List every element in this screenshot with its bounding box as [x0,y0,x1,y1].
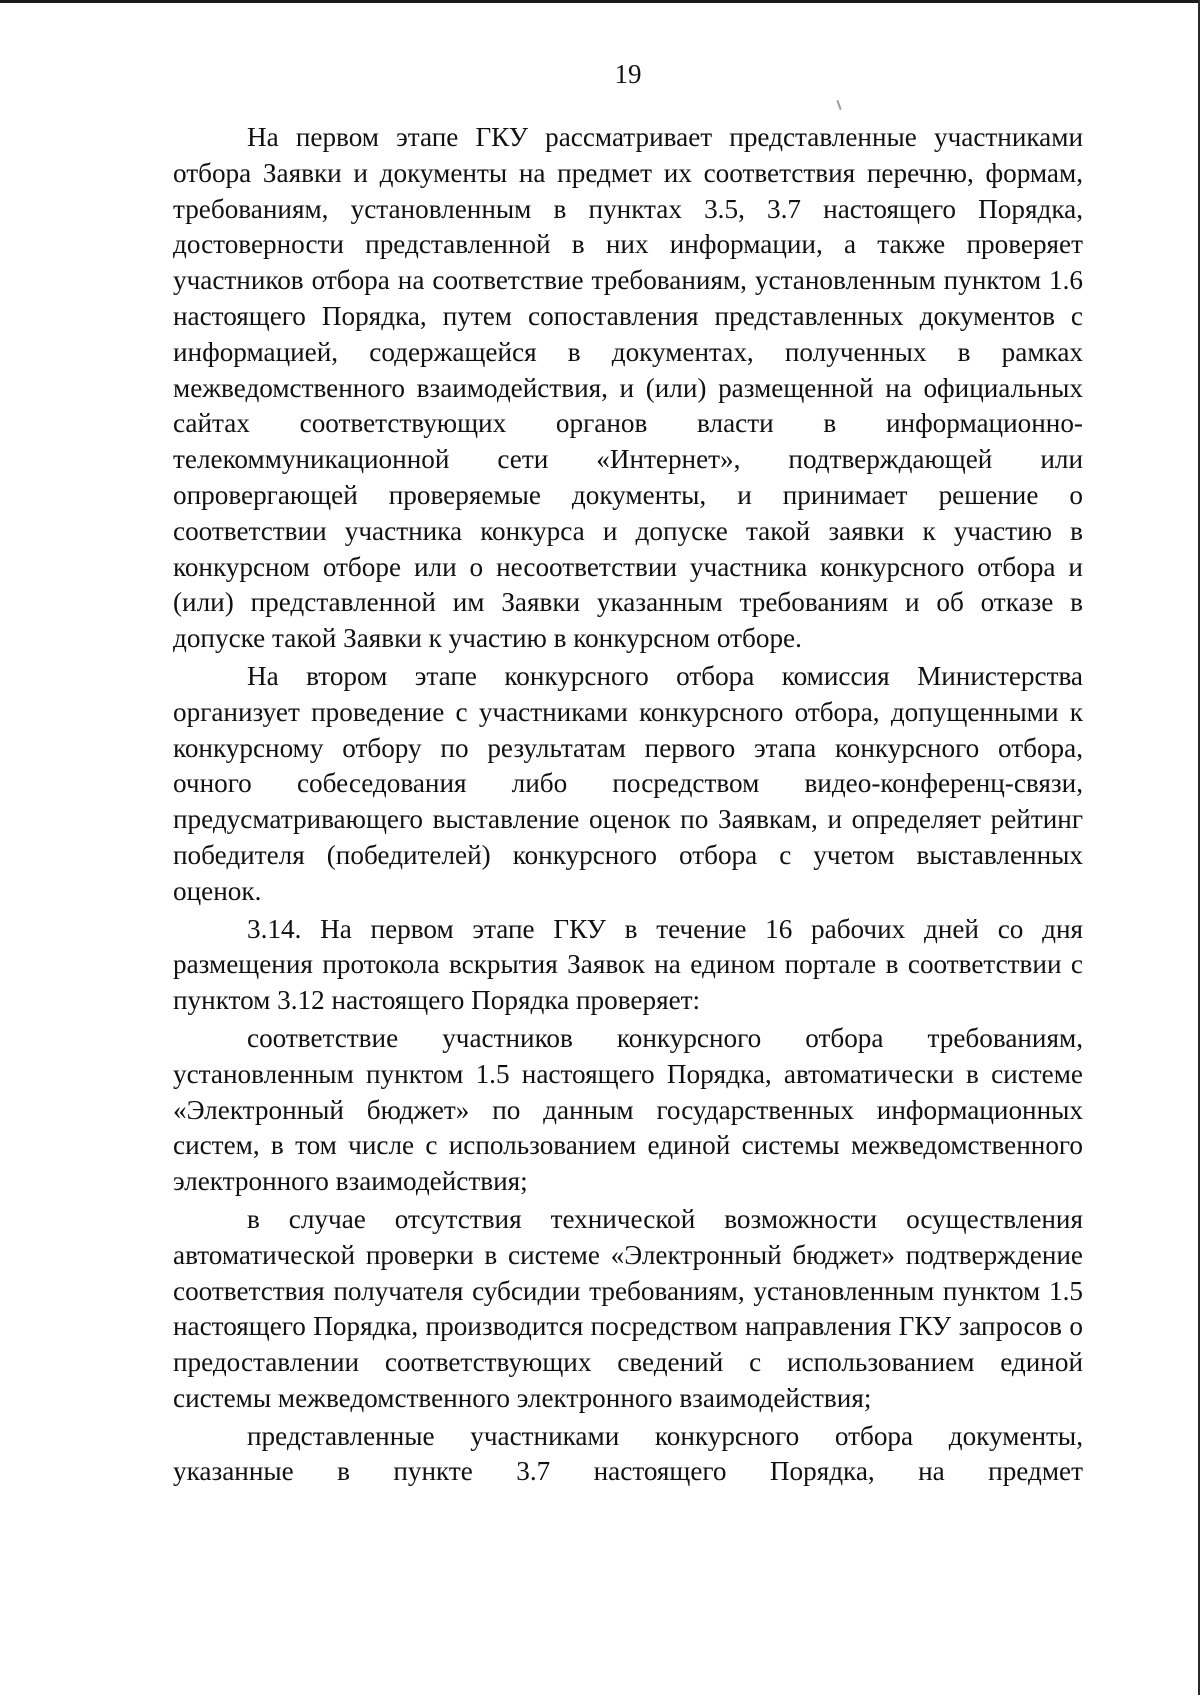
scan-speck [836,100,841,110]
paragraph-compliance-check: соответствие участников конкурсного отбора требованиям, установленным пунктом 1.5 настоящего Порядка, автоматически в системе «Электронный бюджет» по данным государственных информационных систем, в том числе с использованием единой системы межведомственного электронного взаимодействия; [173,1022,1083,1197]
paragraph-manual-check: в случае отсутствия технической возможности осуществления автоматической проверки в системе «Электронный бюджет» подтверждение соответствия получателя субсидии требованиям, установленным пунктом 1.5 настоящего Порядка, производится посредством направления ГКУ запросов о предоставлении соответствующих сведений с использованием единой системы межведомственного электронного взаимодействия; [173,1203,1083,1413]
paragraph-first-stage-review: На первом этапе ГКУ рассматривает представленные участниками отбора Заявки и документы на предмет их соответствия перечню, формам, требованиям, установленным в пунктах 3.5, 3.7 настоящего Порядка, достоверности представленной в них информации, а также проверяет участников отбора на соответствие требованиям, установленным пунктом 1.6 настоящего Порядка, путем сопоставления представленных документов с информацией, содержащейся в документах, полученных в рамках межведомственного взаимодействия, и (или) размещенной на официальных сайтах соответствующих органов власти в информационно-телекоммуникационной сети «Интернет», подтверждающей или опровергающей проверяемые документы, и принимает решение о соответствии участника конкурса и допуске такой заявки к участию в конкурсном отборе или о несоответствии участника конкурсного отбора и (или) представленной им Заявки указанным требованиям и об отказе в допуске такой Заявки к участию в конкурсном отборе. [173,122,1083,654]
paragraph-second-stage: На втором этапе конкурсного отбора комиссия Министерства организует проведение с участниками конкурсного отбора, допущенными к конкурсному отбору по результатам первого этапа конкурсного отбора, очного собеседования либо посредством видео-конференц-связи, предусматривающего выставление оценок по Заявкам, и определяет рейтинг победителя (победителей) конкурсного отбора с учетом выставленных оценок. [173,660,1083,906]
document-body [173,120,1083,1492]
scan-border-top [0,0,1200,3]
page-number: 19 [614,59,642,89]
paragraph-3-14: 3.14. На первом этапе ГКУ в течение 16 рабочих дней со дня размещения протокола вскрытия Заявок на едином портале в соответствии с пунктом 3.12 настоящего Порядка проверяет: [173,913,1083,1016]
paragraph-documents-check: представленные участниками конкурсного отбора документы, указанные в пункте 3.7 настоящего Порядка, на предмет [173,1420,1083,1487]
